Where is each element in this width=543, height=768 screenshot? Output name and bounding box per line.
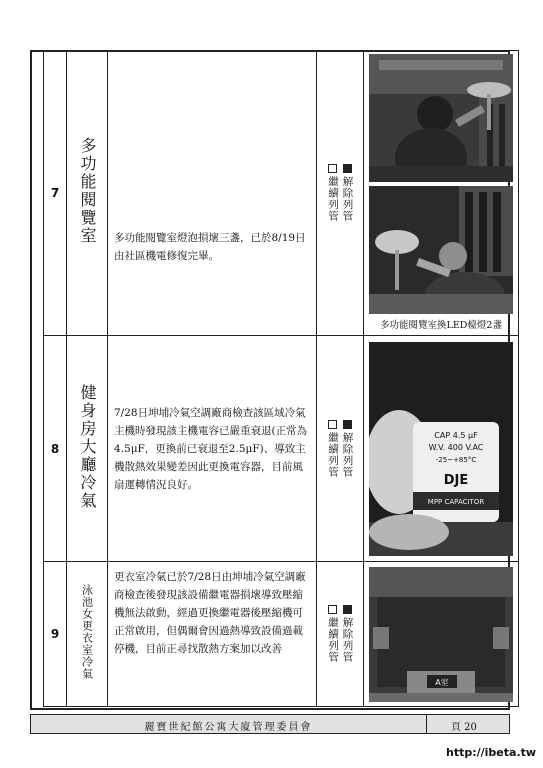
table-row [44, 562, 519, 707]
checkbox-empty-icon [328, 420, 337, 429]
maintenance-table [43, 50, 519, 707]
photo-caption: 多功能閱覽室換LED檯燈2盞 [380, 320, 502, 331]
capacitor-label-voltage: W.V. 400 V.AC [428, 442, 484, 452]
table-row [44, 51, 519, 336]
item-name-cell [67, 336, 108, 562]
status-continue-label: 繼續列管 [327, 431, 339, 478]
photo-reading-room-after [369, 186, 513, 314]
status-continue-label: 繼續列管 [327, 617, 339, 663]
photo-relay [369, 567, 513, 702]
status-options [317, 164, 363, 222]
status-release-label: 解除列管 [341, 617, 354, 663]
status-cell [317, 336, 364, 562]
status-release-option[interactable] [342, 164, 353, 222]
item-name-cell [67, 51, 108, 336]
status-continue-option[interactable] [328, 420, 339, 478]
description-text: 7/28日坤埔冷氣空調廠商檢查該區域冷氣主機時發現該主機電容已嚴重衰退(正常為4.5μF，更換前已衰退至2.5μF)、導致主機散熱效果變差因此更換電容器，目前風扇運轉情況良好。 [114, 406, 308, 491]
capacitor-label-cap: CAP 4.5 μF [434, 430, 478, 440]
row-number: 9 [44, 562, 67, 707]
status-release-label: 解除列管 [341, 431, 354, 478]
description-text: 更衣室冷氣已於7/28日由坤埔冷氣空調廠商檢查後發現該設備繼電器損壞導致壓縮機無法啟動，經過更換繼電器後壓縮機可正常啟用，但偶爾會因過熱導致設備過載停機，目前正尋找散熱方案加以改善 [114, 571, 306, 655]
description-cell [108, 562, 317, 707]
photo-cell [364, 336, 519, 562]
description-text: 多功能閱覽室燈泡損壞三盞，已於8/19日由社區機電修復完畢。 [114, 232, 306, 262]
table-row [44, 336, 519, 562]
status-continue-label: 繼續列管 [327, 176, 339, 222]
photo-cell [364, 51, 519, 336]
status-continue-option[interactable] [328, 164, 339, 222]
checkbox-empty-icon [328, 164, 337, 173]
capacitor-label-type: MPP CAPACITOR [427, 497, 485, 506]
footer-title: 麗寶世紀館公寓大廈管理委員會 [144, 722, 313, 733]
photo-capacitor [369, 342, 513, 556]
item-name: 多功能閱覽室 [78, 137, 97, 245]
row-number: 8 [44, 336, 67, 562]
status-continue-option[interactable] [328, 605, 339, 663]
watermark: http://ibeta.tw [446, 746, 537, 759]
row-number: 7 [44, 51, 67, 336]
status-options [317, 605, 363, 663]
checkbox-empty-icon [328, 605, 337, 614]
description-cell [108, 51, 317, 336]
status-cell [317, 51, 364, 336]
page-footer [30, 714, 510, 734]
status-release-option[interactable] [342, 420, 353, 478]
description-cell [108, 336, 317, 562]
capacitor-label-brand: DJE [443, 472, 469, 488]
status-cell [317, 562, 364, 707]
item-name-cell [67, 562, 108, 707]
photo-cell [364, 562, 519, 707]
photo-reading-room-before [369, 54, 513, 182]
footer-divider [426, 715, 427, 733]
status-release-label: 解除列管 [341, 176, 354, 222]
item-name: 泳池女更衣室冷氣 [80, 584, 94, 680]
checkbox-checked-icon [343, 605, 352, 614]
checkbox-checked-icon [343, 164, 352, 173]
checkbox-checked-icon [343, 420, 352, 429]
status-options [317, 420, 363, 478]
page-number: 頁 20 [451, 722, 477, 733]
item-name: 健身房大廳冷氣 [78, 383, 97, 510]
status-release-option[interactable] [342, 605, 353, 663]
capacitor-label-temp: -25~+85°C [435, 455, 477, 464]
relay-label: A室 [435, 677, 449, 687]
